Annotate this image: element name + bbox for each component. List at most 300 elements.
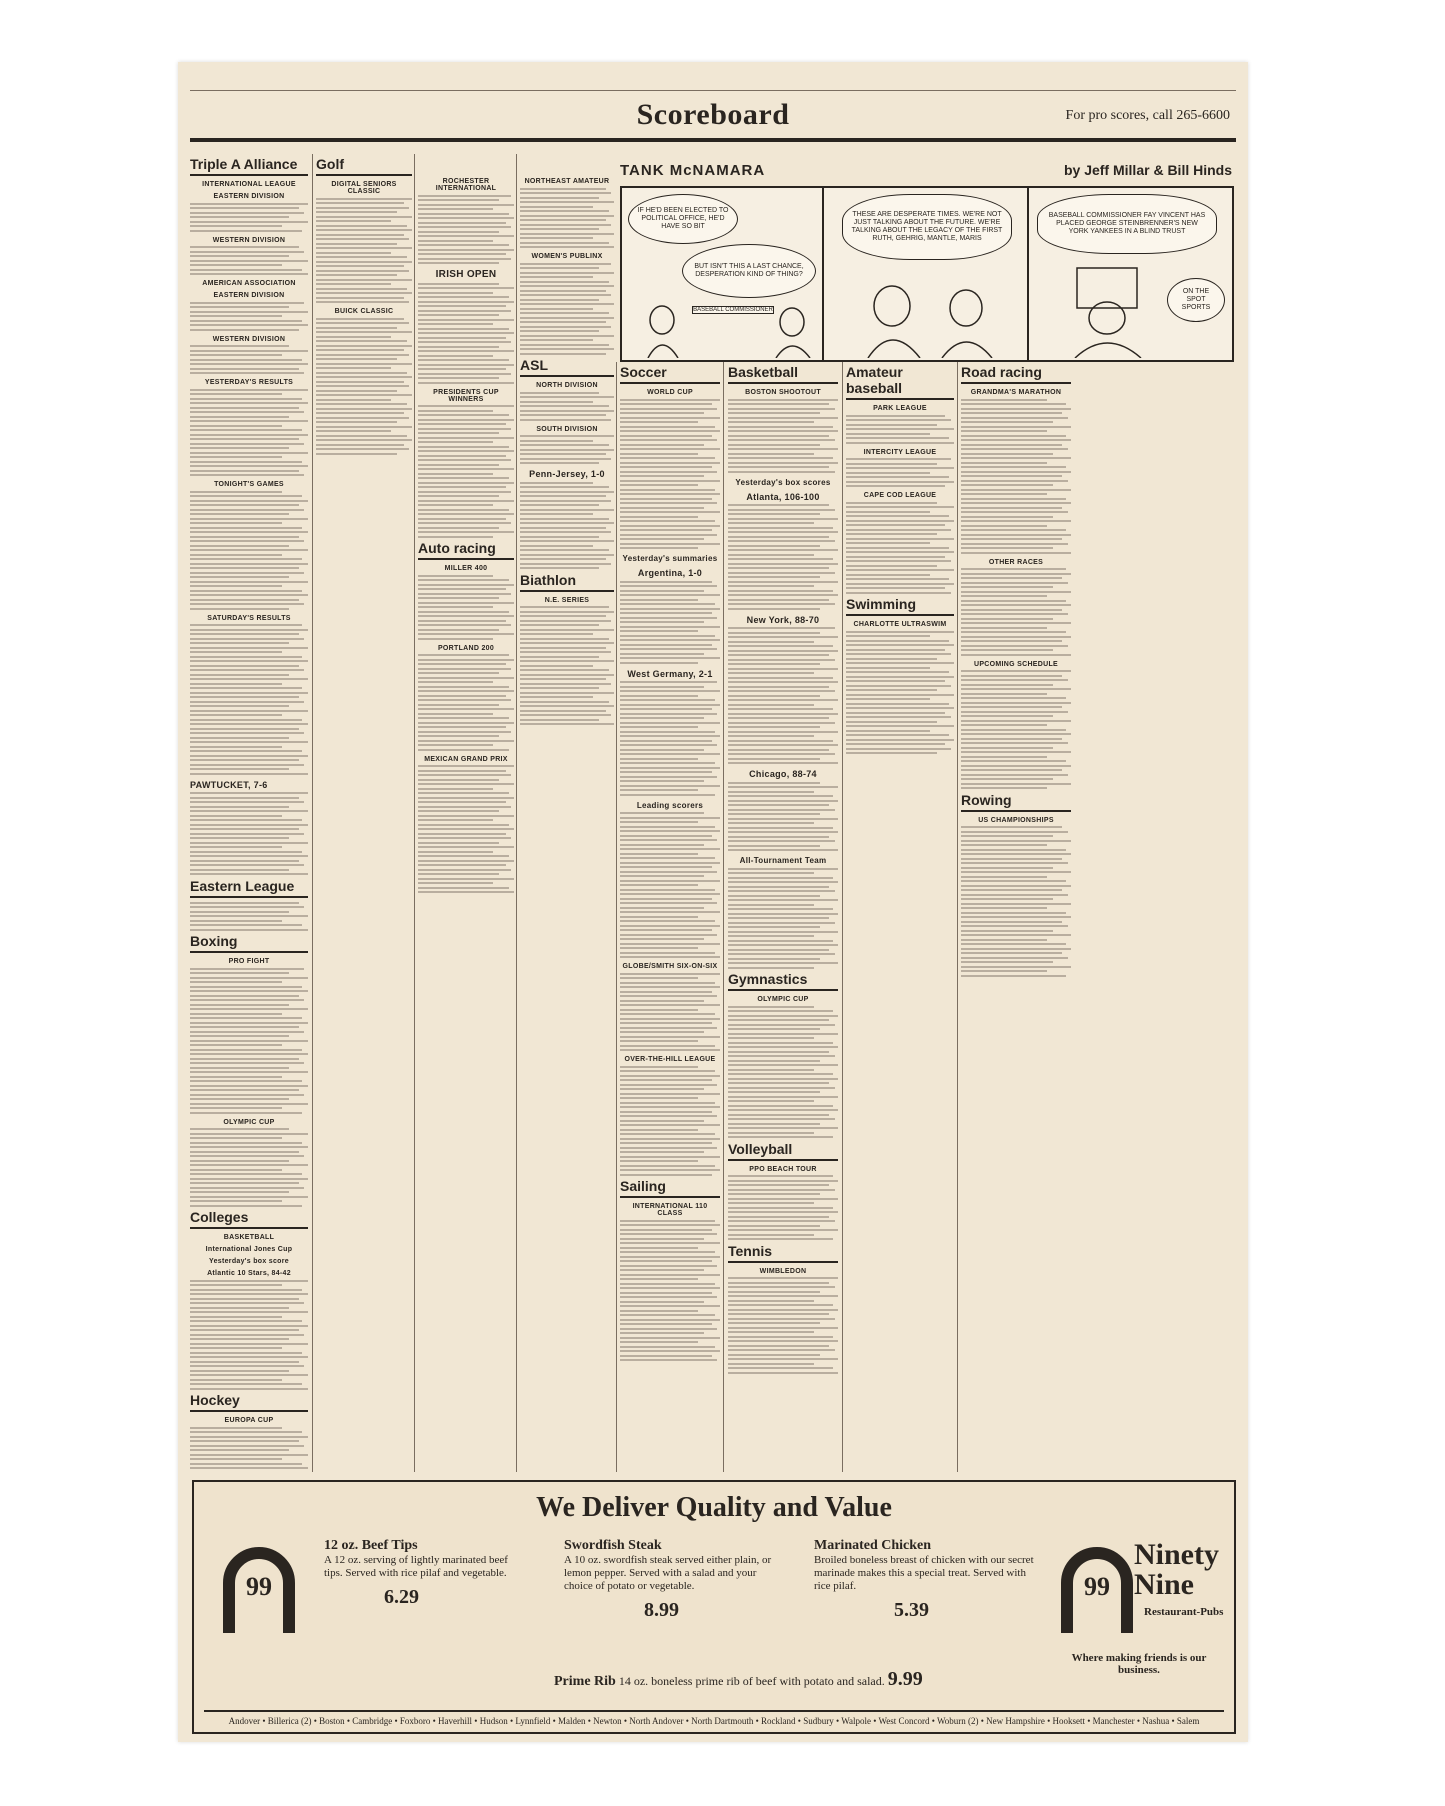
text-line (961, 622, 1071, 624)
text-line (961, 426, 1071, 428)
text-line (190, 1035, 289, 1037)
text-line (620, 884, 698, 886)
text-line (190, 398, 302, 400)
results-block (190, 1280, 308, 1390)
text-line (418, 253, 506, 255)
text-line (520, 540, 614, 542)
text-line (190, 792, 308, 794)
text-line (620, 1165, 715, 1167)
text-line (728, 645, 833, 647)
text-line (316, 265, 404, 267)
text-line (846, 707, 954, 709)
text-line (316, 318, 404, 320)
text-line (316, 426, 412, 428)
results-block (846, 502, 954, 594)
text-line (418, 432, 499, 434)
sub-head: N.E. SERIES (544, 596, 590, 604)
text-line (728, 731, 838, 733)
text-line (961, 948, 1071, 950)
text-line (190, 264, 282, 266)
text-line (190, 216, 289, 218)
text-line (520, 228, 599, 230)
text-line (190, 665, 299, 667)
text-line (620, 1004, 720, 1006)
results-block (728, 868, 838, 969)
sub-head: SATURDAY'S RESULTS (207, 614, 291, 622)
text-line (620, 475, 704, 477)
text-line (961, 876, 1047, 878)
text-line (961, 640, 1062, 642)
column-7 (846, 362, 954, 1472)
text-line (961, 787, 1047, 789)
text-line (846, 569, 954, 571)
text-line (520, 281, 609, 283)
text-line (190, 207, 299, 209)
text-line (620, 594, 720, 596)
results-block (846, 631, 954, 755)
results-block (620, 1066, 720, 1176)
text-line (316, 279, 412, 281)
text-line (728, 800, 838, 802)
text-line (418, 654, 509, 656)
text-line (418, 441, 493, 443)
text-line (961, 724, 1047, 726)
text-line (190, 1472, 299, 1473)
text-line (316, 322, 409, 324)
text-line (728, 749, 829, 751)
text-line (316, 385, 409, 387)
text-line (418, 491, 511, 493)
text-line (961, 493, 1047, 495)
text-line (961, 507, 1062, 509)
text-line (728, 1345, 829, 1347)
results-block (190, 792, 308, 875)
text-line (190, 1298, 299, 1300)
text-line (190, 869, 289, 871)
text-line (520, 687, 599, 689)
text-line (728, 1118, 835, 1120)
text-line (728, 827, 833, 829)
text-line (620, 1332, 704, 1334)
text-line (418, 659, 514, 661)
text-line (961, 654, 1071, 656)
section-head: Auto racing (418, 540, 514, 560)
sub-head: Yesterday's summaries (622, 554, 718, 563)
text-line (728, 708, 833, 710)
text-line (620, 722, 720, 724)
text-line (846, 428, 954, 430)
section-head: ASL (520, 357, 614, 377)
text-line (728, 1372, 838, 1374)
text-line (190, 1173, 302, 1175)
text-line (620, 484, 698, 486)
text-line (728, 1073, 833, 1075)
text-line (620, 934, 717, 936)
text-line (190, 518, 308, 520)
sub-head: WOMEN'S PUBLINX (531, 253, 603, 260)
text-line (620, 1224, 720, 1226)
sub-head: Yesterday's box score (209, 1258, 289, 1265)
text-line (620, 973, 720, 975)
text-line (846, 685, 951, 687)
text-line (620, 507, 704, 509)
text-line (846, 653, 951, 655)
text-line (418, 482, 514, 484)
ad-item-price: 5.39 (894, 1599, 929, 1621)
text-line (620, 1310, 698, 1312)
text-line (520, 344, 609, 346)
text-line (620, 986, 720, 988)
text-line (620, 1265, 717, 1267)
text-line (190, 354, 282, 356)
text-line (961, 715, 1053, 717)
text-line (728, 1286, 835, 1288)
text-line (418, 377, 499, 379)
column-rule (616, 362, 617, 1472)
text-line (190, 495, 302, 497)
text-line (620, 1036, 720, 1038)
text-line (620, 1292, 712, 1294)
text-line (961, 916, 1071, 918)
text-line (316, 198, 412, 200)
text-line (190, 669, 304, 671)
text-line (520, 527, 606, 529)
text-line (620, 740, 712, 742)
text-line (418, 806, 511, 808)
text-line (190, 624, 302, 626)
text-line (520, 444, 609, 446)
text-line (620, 1142, 712, 1144)
text-line (190, 1293, 308, 1295)
text-line (620, 758, 698, 760)
text-line (190, 797, 299, 799)
text-line (520, 692, 614, 694)
text-line (190, 1137, 282, 1139)
text-line (728, 603, 835, 605)
text-line (961, 627, 1047, 629)
text-line (190, 1338, 289, 1340)
text-line (728, 1313, 829, 1315)
sub-head: OLYMPIC CUP (223, 1118, 275, 1126)
text-line (316, 256, 407, 258)
text-line (620, 1251, 715, 1253)
text-line (728, 435, 829, 437)
text-line (520, 558, 606, 560)
text-line (620, 1075, 720, 1077)
text-line (520, 303, 614, 305)
text-line (190, 683, 282, 685)
text-line (418, 891, 514, 893)
text-line (520, 224, 611, 226)
text-line (190, 1311, 308, 1313)
text-line (190, 1067, 289, 1069)
text-line (620, 991, 712, 993)
text-line (620, 1337, 720, 1339)
text-line (728, 1069, 814, 1071)
text-line (620, 726, 698, 728)
ad-item (814, 1538, 1034, 1622)
text-line (728, 935, 814, 937)
text-line (728, 457, 833, 459)
text-line (620, 1314, 715, 1316)
text-line (620, 1111, 712, 1113)
text-line (620, 525, 720, 527)
text-line (961, 756, 1047, 758)
text-line (418, 788, 493, 790)
comic-sign: BASEBALL COMMISSIONER (693, 307, 773, 313)
sub-head: EUROPA CUP (224, 1417, 274, 1424)
standings-block (190, 345, 308, 374)
ad-item-desc: A 12 oz. serving of lightly marinated beef tips. Served with rice pilaf and vegetable. (324, 1554, 508, 1579)
text-line (846, 467, 954, 469)
text-line (190, 696, 299, 698)
text-line (620, 466, 712, 468)
text-line (190, 1044, 282, 1046)
text-line (728, 1180, 838, 1182)
text-line (728, 399, 838, 401)
text-line (418, 606, 493, 608)
text-line (190, 678, 308, 680)
text-line (728, 444, 820, 446)
text-line (728, 895, 820, 897)
results-block (961, 670, 1071, 789)
text-line (961, 679, 1068, 681)
text-line (728, 1277, 838, 1279)
text-line (190, 873, 308, 875)
column-rule (516, 154, 517, 1472)
text-line (620, 812, 704, 814)
text-line (846, 578, 949, 580)
text-line (190, 714, 282, 716)
results-block (728, 782, 838, 852)
text-line (728, 744, 838, 746)
text-line (190, 759, 299, 761)
text-line (418, 681, 493, 683)
results-block (418, 405, 514, 538)
restaurant-ad[interactable] (192, 1480, 1236, 1734)
text-line (961, 462, 1047, 464)
text-line (620, 1013, 715, 1015)
text-line (961, 582, 1068, 584)
text-line (418, 341, 511, 343)
text-line (961, 966, 1071, 968)
text-line (961, 613, 1068, 615)
text-line (190, 329, 299, 331)
brand-name (1134, 1540, 1219, 1600)
sub-head: Atlanta, 106-100 (746, 491, 820, 502)
text-line (728, 1300, 814, 1302)
text-line (316, 336, 391, 338)
text-line (190, 705, 289, 707)
text-line (190, 1112, 302, 1114)
text-line (418, 509, 509, 511)
text-line (190, 995, 299, 997)
text-line (961, 783, 1071, 785)
text-line (418, 731, 511, 733)
text-line (846, 752, 937, 754)
text-line (620, 1359, 717, 1361)
text-line (620, 1247, 698, 1249)
sub-head: New York, 88-70 (746, 614, 820, 625)
text-line (418, 672, 499, 674)
text-line (620, 662, 698, 664)
text-line (728, 836, 829, 838)
text-line (620, 608, 720, 610)
text-line (316, 340, 407, 342)
text-line (190, 608, 289, 610)
results-block (728, 504, 838, 610)
text-line (728, 872, 814, 874)
text-line (418, 588, 506, 590)
text-line (520, 339, 593, 341)
text-line (620, 857, 715, 859)
text-line (418, 855, 509, 857)
text-line (728, 1207, 833, 1209)
text-line (620, 648, 717, 650)
text-line (190, 1467, 308, 1469)
text-line (620, 1066, 698, 1068)
text-line (418, 310, 511, 312)
text-line (418, 368, 506, 370)
text-line (620, 453, 698, 455)
text-line (961, 894, 1068, 896)
text-line (190, 585, 282, 587)
results-block (620, 812, 720, 958)
text-line (316, 430, 391, 432)
text-line (620, 585, 717, 587)
text-line (190, 1022, 308, 1024)
text-line (190, 1329, 299, 1331)
text-line (190, 902, 299, 904)
text-line (520, 629, 614, 631)
text-line (190, 737, 289, 739)
sub-head: GRANDMA'S MARATHON (970, 389, 1062, 396)
text-line (728, 439, 835, 441)
text-line (961, 871, 1071, 873)
text-line (316, 301, 409, 303)
text-line (961, 840, 1071, 842)
text-line (520, 536, 599, 538)
masthead-rule (190, 138, 1236, 142)
text-line (418, 382, 514, 384)
text-line (846, 524, 945, 526)
text-line (316, 274, 397, 276)
text-line (728, 1123, 820, 1125)
results-block (620, 681, 720, 796)
results-block (418, 765, 514, 893)
text-line (961, 961, 1053, 963)
text-line (846, 556, 945, 558)
ad-locations: Andover • Billerica (2) • Boston • Cambridge • Foxboro • Haverhill • Hudson • Lynnfield • Malden • Newton • North Andover • North Dartmouth • Rockland • Sudbury • Walpole • West Concord • Woburn (2) • New Hampshire • Hooksett • Manchester • Nashua • Salem (204, 1710, 1224, 1726)
text-line (728, 663, 820, 665)
text-line (620, 862, 720, 864)
brand-sub: Restaurant-Pubs (1144, 1606, 1224, 1618)
text-line (620, 581, 712, 583)
text-line (316, 345, 412, 347)
text-line (620, 789, 698, 791)
sub-head: All-Tournament Team (739, 856, 827, 865)
text-line (846, 574, 930, 576)
text-line (846, 529, 951, 531)
text-line (728, 1282, 829, 1284)
text-line (846, 485, 945, 487)
text-line (418, 735, 499, 737)
text-line (620, 444, 704, 446)
text-line (190, 719, 302, 721)
text-line (728, 531, 838, 533)
text-line (620, 753, 720, 755)
text-line (961, 738, 1062, 740)
text-line (961, 448, 1068, 450)
prime-rib-title: Prime Rib (554, 1674, 616, 1689)
text-line (620, 1147, 717, 1149)
text-line (728, 967, 814, 969)
text-line (190, 461, 302, 463)
text-line (520, 705, 614, 707)
text-line (520, 638, 609, 640)
text-line (190, 1449, 289, 1451)
text-line (418, 323, 493, 325)
text-line (961, 853, 1071, 855)
text-line (418, 531, 514, 533)
text-line (728, 1060, 820, 1062)
text-line (190, 1200, 282, 1202)
text-line (418, 364, 514, 366)
sub-head: TONIGHT'S GAMES (214, 481, 284, 488)
column-2 (316, 154, 412, 1472)
text-line (520, 308, 593, 310)
text-line (190, 311, 308, 313)
comic-panel (1027, 188, 1232, 360)
text-line (961, 934, 1071, 936)
text-line (190, 920, 282, 922)
text-line (620, 1031, 704, 1033)
text-line (961, 609, 1062, 611)
text-line (190, 389, 308, 391)
text-line (620, 1129, 698, 1131)
text-line (190, 1031, 304, 1033)
text-line (620, 1000, 704, 1002)
text-line (418, 690, 514, 692)
text-line (190, 824, 308, 826)
text-line (418, 195, 511, 197)
column-1 (190, 154, 308, 1472)
text-line (418, 797, 514, 799)
text-line (190, 701, 304, 703)
text-line (418, 749, 509, 751)
text-line (418, 717, 509, 719)
text-line (190, 522, 282, 524)
text-line (620, 657, 720, 659)
sub-head: US CHAMPIONSHIPS (978, 816, 1054, 824)
text-line (620, 1256, 720, 1258)
text-line (190, 915, 308, 917)
text-line (961, 543, 1068, 545)
text-line (190, 750, 302, 752)
text-line (418, 851, 493, 853)
text-line (190, 1164, 308, 1166)
text-line (620, 704, 720, 706)
sub-head: MEXICAN GRAND PRIX (424, 755, 508, 763)
sub-head: IRISH OPEN (435, 269, 497, 280)
text-line (728, 917, 829, 919)
text-line (190, 1013, 282, 1015)
text-line (620, 853, 698, 855)
text-line (190, 1383, 302, 1385)
text-line (728, 944, 838, 946)
column-3 (418, 154, 514, 1472)
text-line (418, 527, 499, 529)
